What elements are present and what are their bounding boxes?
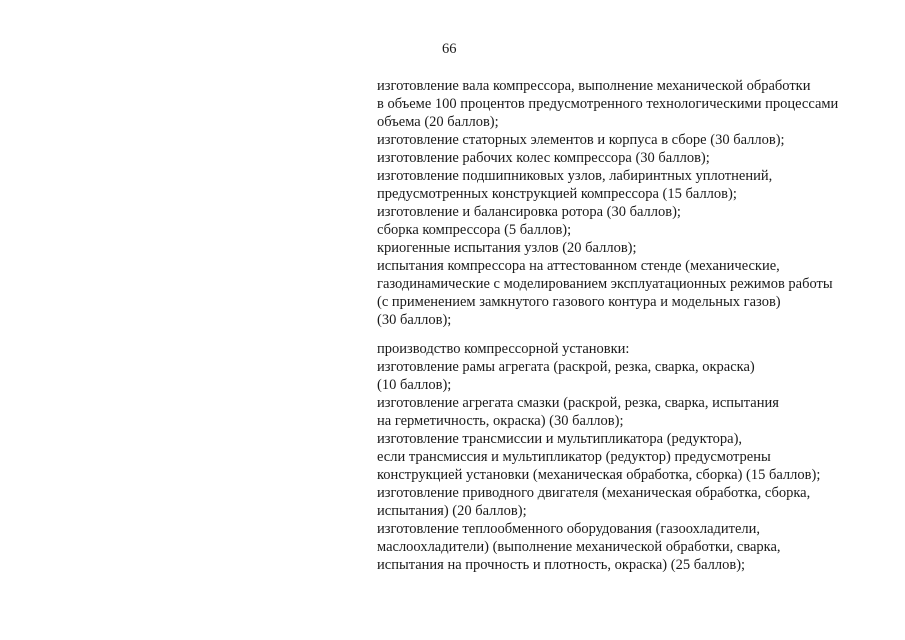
text-line: изготовление агрегата смазки (раскрой, резка, сварка, испытания bbox=[377, 395, 779, 411]
compressor-unit-production-section bbox=[377, 340, 887, 574]
text-line: изготовление статорных элементов и корпуса в сборе (30 баллов); bbox=[377, 132, 785, 148]
section-heading-line: производство компрессорной установки: bbox=[377, 341, 630, 357]
text-line: на герметичность, окраска) (30 баллов); bbox=[377, 413, 624, 429]
text-line: предусмотренных конструкцией компрессора (15 баллов); bbox=[377, 186, 737, 202]
text-line: испытания) (20 баллов); bbox=[377, 503, 527, 519]
text-line: маслоохладители) (выполнение механической обработки, сварка, bbox=[377, 539, 781, 555]
text-line: изготовление теплообменного оборудования (газоохладители, bbox=[377, 521, 761, 537]
text-line: газодинамические с моделированием эксплуатационных режимов работы bbox=[377, 276, 833, 292]
text-line: испытания на прочность и плотность, окраска) (25 баллов); bbox=[377, 557, 746, 573]
text-line: (10 баллов); bbox=[377, 377, 452, 393]
text-line: изготовление рабочих колес компрессора (30 баллов); bbox=[377, 150, 710, 166]
compressor-manufacturing-section bbox=[377, 77, 887, 329]
text-line: (30 баллов); bbox=[377, 312, 452, 328]
text-line: если трансмиссия и мультипликатор (редуктор) предусмотрены bbox=[377, 449, 771, 465]
text-line: изготовление подшипниковых узлов, лабиринтных уплотнений, bbox=[377, 168, 773, 184]
text-line: изготовление вала компрессора, выполнение механической обработки bbox=[377, 78, 811, 94]
text-line: в объеме 100 процентов предусмотренного технологическими процессами bbox=[377, 96, 839, 112]
page-number: 66 bbox=[442, 41, 457, 57]
text-line: изготовление приводного двигателя (механическая обработка, сборка, bbox=[377, 485, 811, 501]
text-line: (с применением замкнутого газового контура и модельных газов) bbox=[377, 294, 781, 310]
text-line: криогенные испытания узлов (20 баллов); bbox=[377, 240, 637, 256]
text-line: изготовление рамы агрегата (раскрой, резка, сварка, окраска) bbox=[377, 359, 755, 375]
text-line: конструкцией установки (механическая обработка, сборка) (15 баллов); bbox=[377, 467, 821, 483]
text-line: изготовление трансмиссии и мультипликатора (редуктора), bbox=[377, 431, 743, 447]
text-line: сборка компрессора (5 баллов); bbox=[377, 222, 572, 238]
text-line: испытания компрессора на аттестованном стенде (механические, bbox=[377, 258, 780, 274]
text-line: изготовление и балансировка ротора (30 баллов); bbox=[377, 204, 681, 220]
text-line: объема (20 баллов); bbox=[377, 114, 499, 130]
